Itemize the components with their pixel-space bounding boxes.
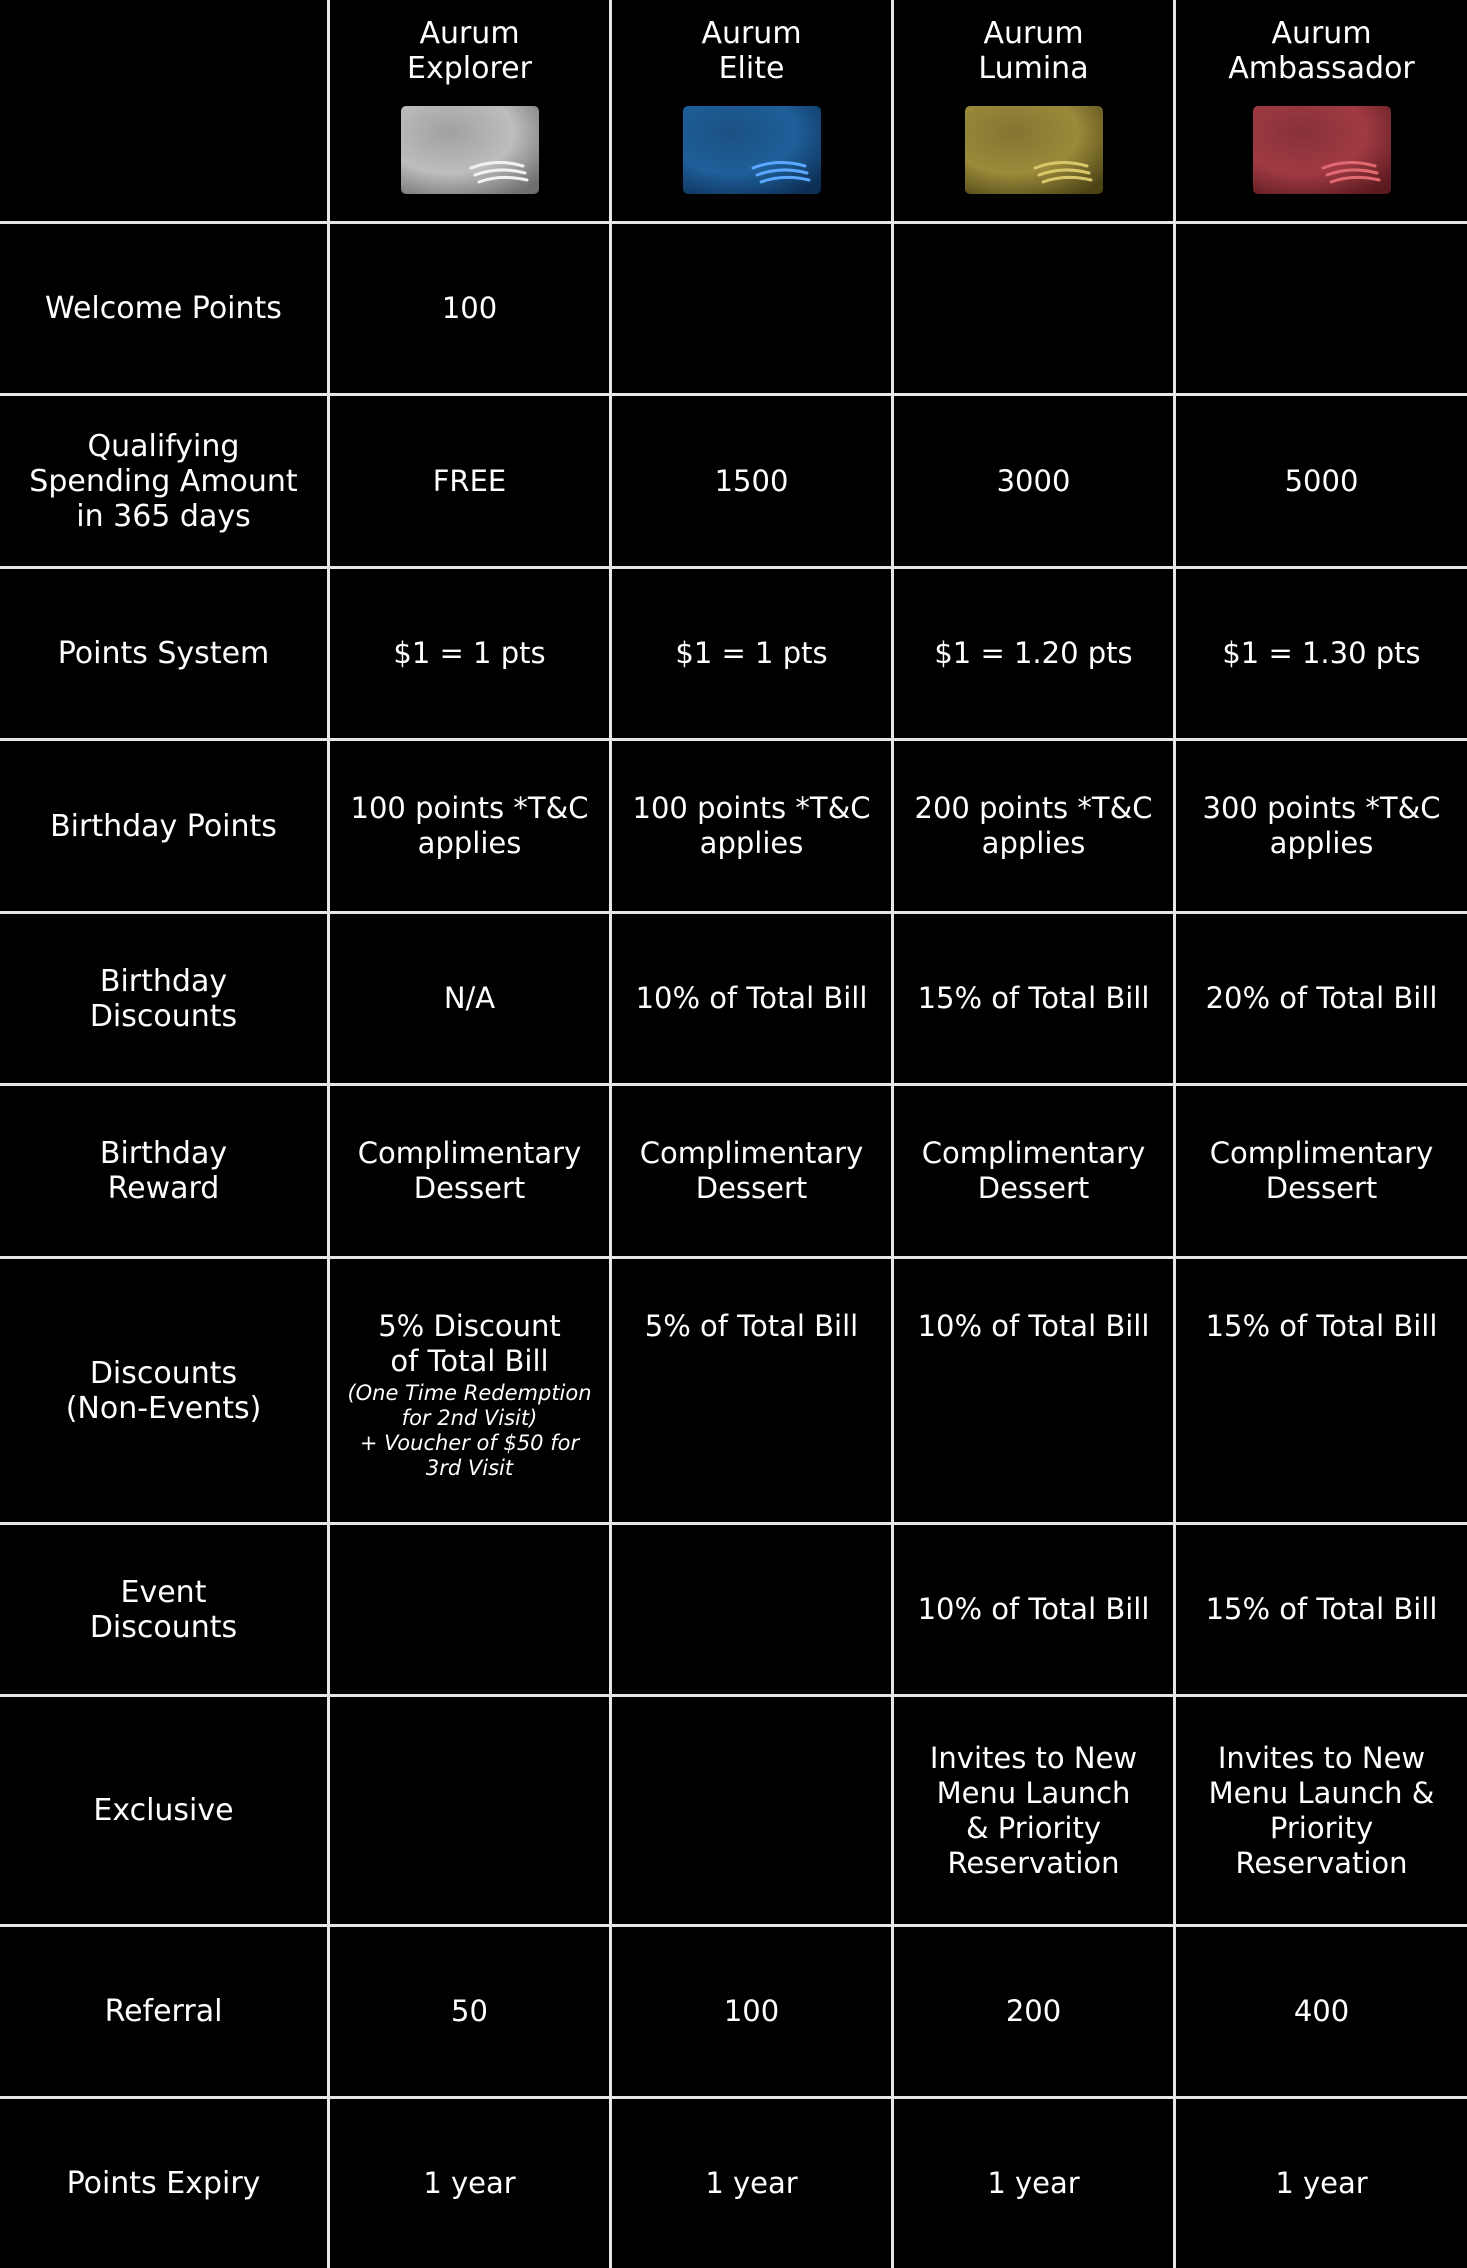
tier-name: Aurum Ambassador bbox=[1228, 16, 1415, 86]
qualifying-spending-amount-in-365-days-value bbox=[330, 396, 612, 569]
birthday-reward-value bbox=[612, 1086, 894, 1259]
row-label-qualifying-spending-amount-in-365-days: Qualifying Spending Amount in 365 days bbox=[0, 396, 330, 569]
explorer-card-icon bbox=[401, 106, 539, 194]
birthday-points-value bbox=[1176, 741, 1467, 914]
points-system-value bbox=[330, 569, 612, 741]
cell-value: 15% of Total Bill bbox=[1205, 1309, 1438, 1343]
birthday-points-value bbox=[894, 741, 1176, 914]
event-discounts-value bbox=[612, 1525, 894, 1697]
cell-value: 200 bbox=[1005, 1994, 1062, 2028]
cell-value: Invites to New Menu Launch & Priority Reservation bbox=[929, 1740, 1138, 1880]
exclusive-value bbox=[330, 1697, 612, 1927]
tier-header-aurum-explorer bbox=[330, 0, 612, 224]
points-expiry-value bbox=[894, 2099, 1176, 2268]
cell-value: 15% of Total Bill bbox=[917, 981, 1150, 1015]
referral-value bbox=[330, 1927, 612, 2099]
cell-value: $1 = 1 pts bbox=[393, 636, 546, 670]
qualifying-spending-amount-in-365-days-value bbox=[612, 396, 894, 569]
cell-value: 5% Discount of Total Bill bbox=[378, 1309, 561, 1378]
cell-value: 15% of Total Bill bbox=[1205, 1592, 1438, 1626]
points-expiry-value bbox=[330, 2099, 612, 2268]
row-label-birthday-discounts: Birthday Discounts bbox=[0, 914, 330, 1086]
tier-name: Aurum Lumina bbox=[978, 16, 1089, 86]
tier-name: Aurum Explorer bbox=[407, 16, 532, 86]
cell-value: $1 = 1 pts bbox=[675, 636, 828, 670]
points-system-value bbox=[612, 569, 894, 741]
event-discounts-value bbox=[330, 1525, 612, 1697]
exclusive-value bbox=[1176, 1697, 1467, 1927]
tier-header-aurum-elite bbox=[612, 0, 894, 224]
header-corner-cell bbox=[0, 0, 330, 224]
elite-card-icon bbox=[683, 106, 821, 194]
exclusive-value bbox=[894, 1697, 1176, 1927]
cell-value: 1 year bbox=[423, 2166, 516, 2200]
cell-value: Complimentary Dessert bbox=[357, 1136, 582, 1205]
cell-value: 200 points *T&C applies bbox=[914, 791, 1153, 860]
row-label-welcome-points: Welcome Points bbox=[0, 224, 330, 396]
discounts-non-events-value bbox=[1176, 1259, 1467, 1525]
cell-value: 400 bbox=[1293, 1994, 1350, 2028]
row-label-event-discounts: Event Discounts bbox=[0, 1525, 330, 1697]
tier-header-aurum-ambassador bbox=[1176, 0, 1467, 224]
points-expiry-value bbox=[1176, 2099, 1467, 2268]
birthday-discounts-value bbox=[330, 914, 612, 1086]
row-label-birthday-reward: Birthday Reward bbox=[0, 1086, 330, 1259]
cell-value: 300 points *T&C applies bbox=[1202, 791, 1441, 860]
discounts-non-events-value bbox=[330, 1259, 612, 1525]
cell-value: $1 = 1.20 pts bbox=[934, 636, 1133, 670]
points-expiry-value bbox=[612, 2099, 894, 2268]
birthday-points-value bbox=[612, 741, 894, 914]
tier-name: Aurum Elite bbox=[701, 16, 802, 86]
birthday-points-value bbox=[330, 741, 612, 914]
tier-header-aurum-lumina bbox=[894, 0, 1176, 224]
row-label-exclusive: Exclusive bbox=[0, 1697, 330, 1927]
birthday-reward-value bbox=[330, 1086, 612, 1259]
welcome-points-value bbox=[1176, 224, 1467, 396]
qualifying-spending-amount-in-365-days-value bbox=[894, 396, 1176, 569]
cell-value: 10% of Total Bill bbox=[917, 1309, 1150, 1343]
cell-value: 20% of Total Bill bbox=[1205, 981, 1438, 1015]
welcome-points-value bbox=[612, 224, 894, 396]
birthday-reward-value bbox=[894, 1086, 1176, 1259]
cell-value: 1 year bbox=[705, 2166, 798, 2200]
event-discounts-value bbox=[894, 1525, 1176, 1697]
welcome-points-value bbox=[894, 224, 1176, 396]
discounts-non-events-value bbox=[894, 1259, 1176, 1525]
event-discounts-value bbox=[1176, 1525, 1467, 1697]
cell-value: Complimentary Dessert bbox=[921, 1136, 1146, 1205]
cell-value: 100 points *T&C applies bbox=[350, 791, 589, 860]
cell-value: 1 year bbox=[987, 2166, 1080, 2200]
cell-value: 10% of Total Bill bbox=[635, 981, 868, 1015]
cell-value: 1500 bbox=[714, 463, 789, 498]
cell-value: 50 bbox=[451, 1994, 488, 2028]
cell-value: Invites to New Menu Launch & Priority Reservation bbox=[1208, 1740, 1435, 1880]
birthday-reward-value bbox=[1176, 1086, 1467, 1259]
row-label-points-system: Points System bbox=[0, 569, 330, 741]
ambassador-card-icon bbox=[1253, 106, 1391, 194]
birthday-discounts-value bbox=[612, 914, 894, 1086]
cell-value: 1 year bbox=[1275, 2166, 1368, 2200]
referral-value bbox=[612, 1927, 894, 2099]
cell-value: Complimentary Dessert bbox=[639, 1136, 864, 1205]
row-label-discounts-non-events: Discounts (Non-Events) bbox=[0, 1259, 330, 1525]
referral-value bbox=[1176, 1927, 1467, 2099]
points-system-value bbox=[1176, 569, 1467, 741]
cell-note: (One Time Redemption for 2nd Visit) + Voucher of $50 for 3rd Visit bbox=[347, 1381, 592, 1480]
cell-value: 10% of Total Bill bbox=[917, 1592, 1150, 1626]
referral-value bbox=[894, 1927, 1176, 2099]
cell-value: Complimentary Dessert bbox=[1209, 1136, 1434, 1205]
cell-value: 100 points *T&C applies bbox=[632, 791, 871, 860]
cell-value: N/A bbox=[443, 981, 496, 1015]
points-system-value bbox=[894, 569, 1176, 741]
cell-value: 5% of Total Bill bbox=[644, 1309, 859, 1343]
cell-value: 3000 bbox=[996, 463, 1071, 498]
row-label-referral: Referral bbox=[0, 1927, 330, 2099]
cell-value: 100 bbox=[441, 291, 498, 325]
discounts-non-events-value bbox=[612, 1259, 894, 1525]
welcome-points-value bbox=[330, 224, 612, 396]
cell-value: $1 = 1.30 pts bbox=[1222, 636, 1421, 670]
row-label-birthday-points: Birthday Points bbox=[0, 741, 330, 914]
qualifying-spending-amount-in-365-days-value bbox=[1176, 396, 1467, 569]
cell-value: FREE bbox=[432, 463, 507, 498]
birthday-discounts-value bbox=[1176, 914, 1467, 1086]
birthday-discounts-value bbox=[894, 914, 1176, 1086]
exclusive-value bbox=[612, 1697, 894, 1927]
cell-value: 100 bbox=[723, 1994, 780, 2028]
lumina-card-icon bbox=[965, 106, 1103, 194]
row-label-points-expiry: Points Expiry bbox=[0, 2099, 330, 2268]
cell-value: 5000 bbox=[1284, 463, 1359, 498]
